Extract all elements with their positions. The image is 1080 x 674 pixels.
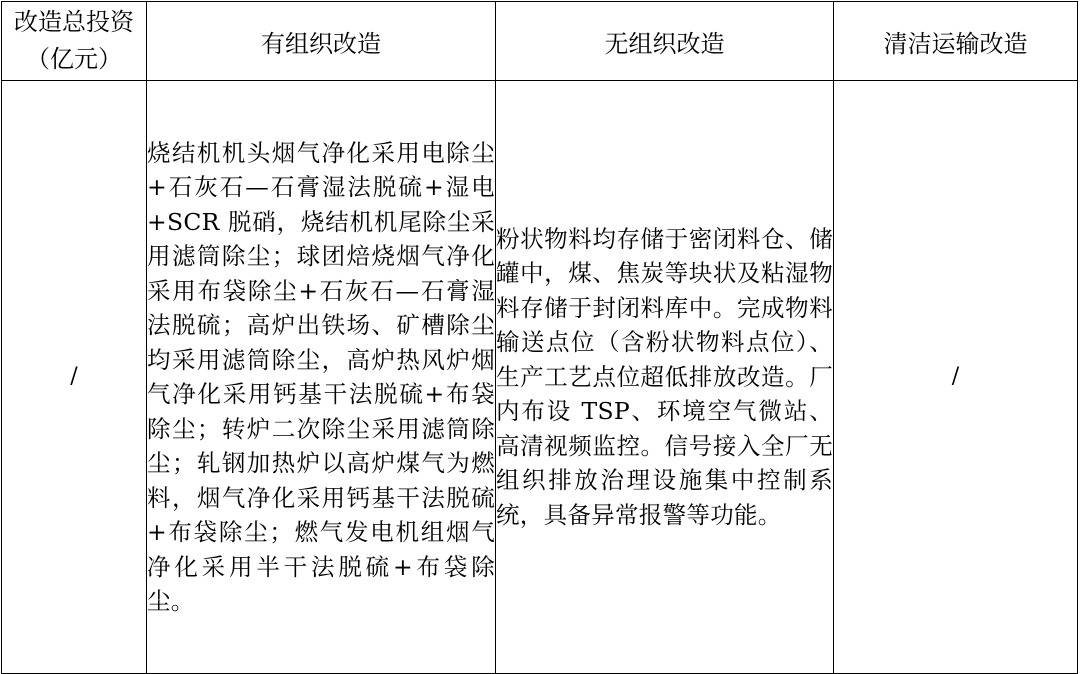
header-organized-retrofit: 有组织改造 [147,2,496,81]
cell-total-investment: / [2,81,147,674]
cell-organized-retrofit [147,81,496,674]
cell-unorganized-retrofit [496,81,834,674]
emission-retrofit-table [1,1,1078,674]
header-total-investment: 改造总投资（亿元） [2,2,147,81]
table-row [2,81,1078,674]
cell-clean-transport-retrofit: / [834,81,1078,674]
header-clean-transport-retrofit: 清洁运输改造 [834,2,1078,81]
header-unorganized-retrofit: 无组织改造 [496,2,834,81]
unorganized-retrofit-text: 粉状物料均存储于密闭料仓、储罐中，煤、焦炭等块状及粘湿物料存储于封闭料库中。完成物料输送点位（含粉状物料点位）、生产工艺点位超低排放改造。厂内布设 TSP、环境空气微站、高清视频监控。信号接入全厂无组织排放治理设施集中控制系统，具备异常报警等功能。 [496,224,833,529]
table-header-row [2,2,1078,81]
organized-retrofit-text: 烧结机机头烟气净化采用电除尘+石灰石—石膏湿法脱硫+湿电+SCR 脱硝，烧结机机尾除尘采用滤筒除尘；球团焙烧烟气净化采用布袋除尘+石灰石—石膏湿法脱硫；高炉出铁场、矿槽除尘均采用滤筒除尘，高炉热风炉烟气净化采用钙基干法脱硫+布袋除尘；转炉二次除尘采用滤筒除尘；轧钢加热炉以高炉煤气为燃料，烟气净化采用钙基干法脱硫+布袋除尘；燃气发电机组烟气净化采用半干法脱硫+布袋除尘。 [147,138,495,615]
